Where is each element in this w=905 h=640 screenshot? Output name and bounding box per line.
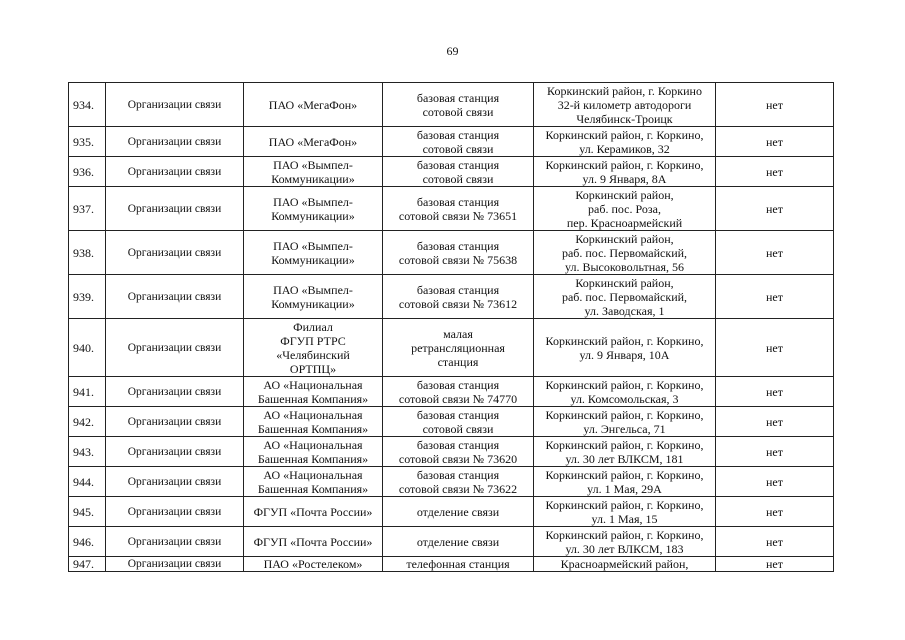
- row-status: нет: [716, 497, 834, 527]
- row-category: Организации связи: [106, 83, 244, 127]
- row-address: Коркинский район, г. Коркино, ул. 1 Мая, 15: [534, 497, 716, 527]
- row-status: нет: [716, 83, 834, 127]
- row-number: 934.: [69, 83, 106, 127]
- row-address: Коркинский район, г. Коркино, ул. 9 Января, 10А: [534, 319, 716, 377]
- row-status: нет: [716, 377, 834, 407]
- table-row: [69, 127, 834, 157]
- row-category: Организации связи: [106, 437, 244, 467]
- row-owner: АО «Национальная Башенная Компания»: [244, 377, 383, 407]
- row-address: Коркинский район, г. Коркино, ул. 30 лет ВЛКСМ, 183: [534, 527, 716, 557]
- row-address: Коркинский район, г. Коркино 32-й километр автодороги Челябинск-Троицк: [534, 83, 716, 127]
- row-number: 944.: [69, 467, 106, 497]
- row-object: малая ретрансляционная станция: [383, 319, 534, 377]
- row-address: Коркинский район, г. Коркино, ул. 9 Января, 8А: [534, 157, 716, 187]
- row-number: 943.: [69, 437, 106, 467]
- row-owner: ПАО «Вымпел- Коммуникации»: [244, 187, 383, 231]
- row-owner: ПАО «Вымпел- Коммуникации»: [244, 231, 383, 275]
- row-object: базовая станция сотовой связи: [383, 407, 534, 437]
- row-category: Организации связи: [106, 557, 244, 572]
- table-row: [69, 437, 834, 467]
- row-owner: ПАО «МегаФон»: [244, 127, 383, 157]
- row-object: базовая станция сотовой связи № 75638: [383, 231, 534, 275]
- row-number: 946.: [69, 527, 106, 557]
- row-owner: ФГУП «Почта России»: [244, 497, 383, 527]
- row-number: 939.: [69, 275, 106, 319]
- row-object: базовая станция сотовой связи: [383, 127, 534, 157]
- row-status: нет: [716, 231, 834, 275]
- row-owner: Филиал ФГУП РТРС «Челябинский ОРТПЦ»: [244, 319, 383, 377]
- table-row: [69, 275, 834, 319]
- table-row: [69, 557, 834, 572]
- row-object: базовая станция сотовой связи № 73620: [383, 437, 534, 467]
- row-category: Организации связи: [106, 275, 244, 319]
- table-row: [69, 377, 834, 407]
- row-category: Организации связи: [106, 467, 244, 497]
- table-row: [69, 319, 834, 377]
- row-address: Коркинский район, г. Коркино, ул. Керамиков, 32: [534, 127, 716, 157]
- row-object: телефонная станция: [383, 557, 534, 572]
- row-category: Организации связи: [106, 187, 244, 231]
- row-object: базовая станция сотовой связи № 74770: [383, 377, 534, 407]
- row-category: Организации связи: [106, 127, 244, 157]
- row-owner: АО «Национальная Башенная Компания»: [244, 437, 383, 467]
- table-row: [69, 83, 834, 127]
- row-status: нет: [716, 407, 834, 437]
- row-address: Коркинский район, г. Коркино, ул. Энгельса, 71: [534, 407, 716, 437]
- row-address: Коркинский район, раб. пос. Роза, пер. Красноармейский: [534, 187, 716, 231]
- row-object: базовая станция сотовой связи: [383, 157, 534, 187]
- row-object: отделение связи: [383, 527, 534, 557]
- row-object: базовая станция сотовой связи № 73651: [383, 187, 534, 231]
- table-body: [69, 83, 834, 572]
- table-row: [69, 527, 834, 557]
- row-object: базовая станция сотовой связи № 73612: [383, 275, 534, 319]
- row-status: нет: [716, 127, 834, 157]
- row-number: 945.: [69, 497, 106, 527]
- row-owner: ПАО «Ростелеком»: [244, 557, 383, 572]
- row-status: нет: [716, 275, 834, 319]
- row-object: базовая станция сотовой связи № 73622: [383, 467, 534, 497]
- table-row: [69, 497, 834, 527]
- row-owner: АО «Национальная Башенная Компания»: [244, 467, 383, 497]
- row-status: нет: [716, 319, 834, 377]
- row-owner: АО «Национальная Башенная Компания»: [244, 407, 383, 437]
- page-number: 69: [446, 44, 459, 58]
- row-number: 937.: [69, 187, 106, 231]
- row-category: Организации связи: [106, 157, 244, 187]
- row-category: Организации связи: [106, 527, 244, 557]
- table-row: [69, 157, 834, 187]
- row-category: Организации связи: [106, 497, 244, 527]
- table-row: [69, 231, 834, 275]
- row-object: базовая станция сотовой связи: [383, 83, 534, 127]
- row-number: 935.: [69, 127, 106, 157]
- row-category: Организации связи: [106, 319, 244, 377]
- row-number: 941.: [69, 377, 106, 407]
- table-row: [69, 467, 834, 497]
- row-number: 938.: [69, 231, 106, 275]
- row-address: Коркинский район, г. Коркино, ул. 1 Мая, 29А: [534, 467, 716, 497]
- row-address: Коркинский район, г. Коркино, ул. 30 лет ВЛКСМ, 181: [534, 437, 716, 467]
- row-category: Организации связи: [106, 377, 244, 407]
- table-row: [69, 407, 834, 437]
- row-address: Коркинский район, г. Коркино, ул. Комсомольская, 3: [534, 377, 716, 407]
- table-row: [69, 187, 834, 231]
- row-number: 942.: [69, 407, 106, 437]
- row-owner: ФГУП «Почта России»: [244, 527, 383, 557]
- row-status: нет: [716, 557, 834, 572]
- row-owner: ПАО «Вымпел- Коммуникации»: [244, 157, 383, 187]
- row-owner: ПАО «МегаФон»: [244, 83, 383, 127]
- row-owner: ПАО «Вымпел- Коммуникации»: [244, 275, 383, 319]
- row-status: нет: [716, 527, 834, 557]
- row-address: Коркинский район, раб. пос. Первомайский, ул. Высоковольтная, 56: [534, 231, 716, 275]
- row-number: 936.: [69, 157, 106, 187]
- row-status: нет: [716, 157, 834, 187]
- row-object: отделение связи: [383, 497, 534, 527]
- row-number: 947.: [69, 557, 106, 572]
- row-status: нет: [716, 187, 834, 231]
- row-address: Красноармейский район,: [534, 557, 716, 572]
- row-category: Организации связи: [106, 231, 244, 275]
- row-address: Коркинский район, раб. пос. Первомайский, ул. Заводская, 1: [534, 275, 716, 319]
- row-number: 940.: [69, 319, 106, 377]
- registry-table: [68, 82, 834, 572]
- row-status: нет: [716, 437, 834, 467]
- row-status: нет: [716, 467, 834, 497]
- row-category: Организации связи: [106, 407, 244, 437]
